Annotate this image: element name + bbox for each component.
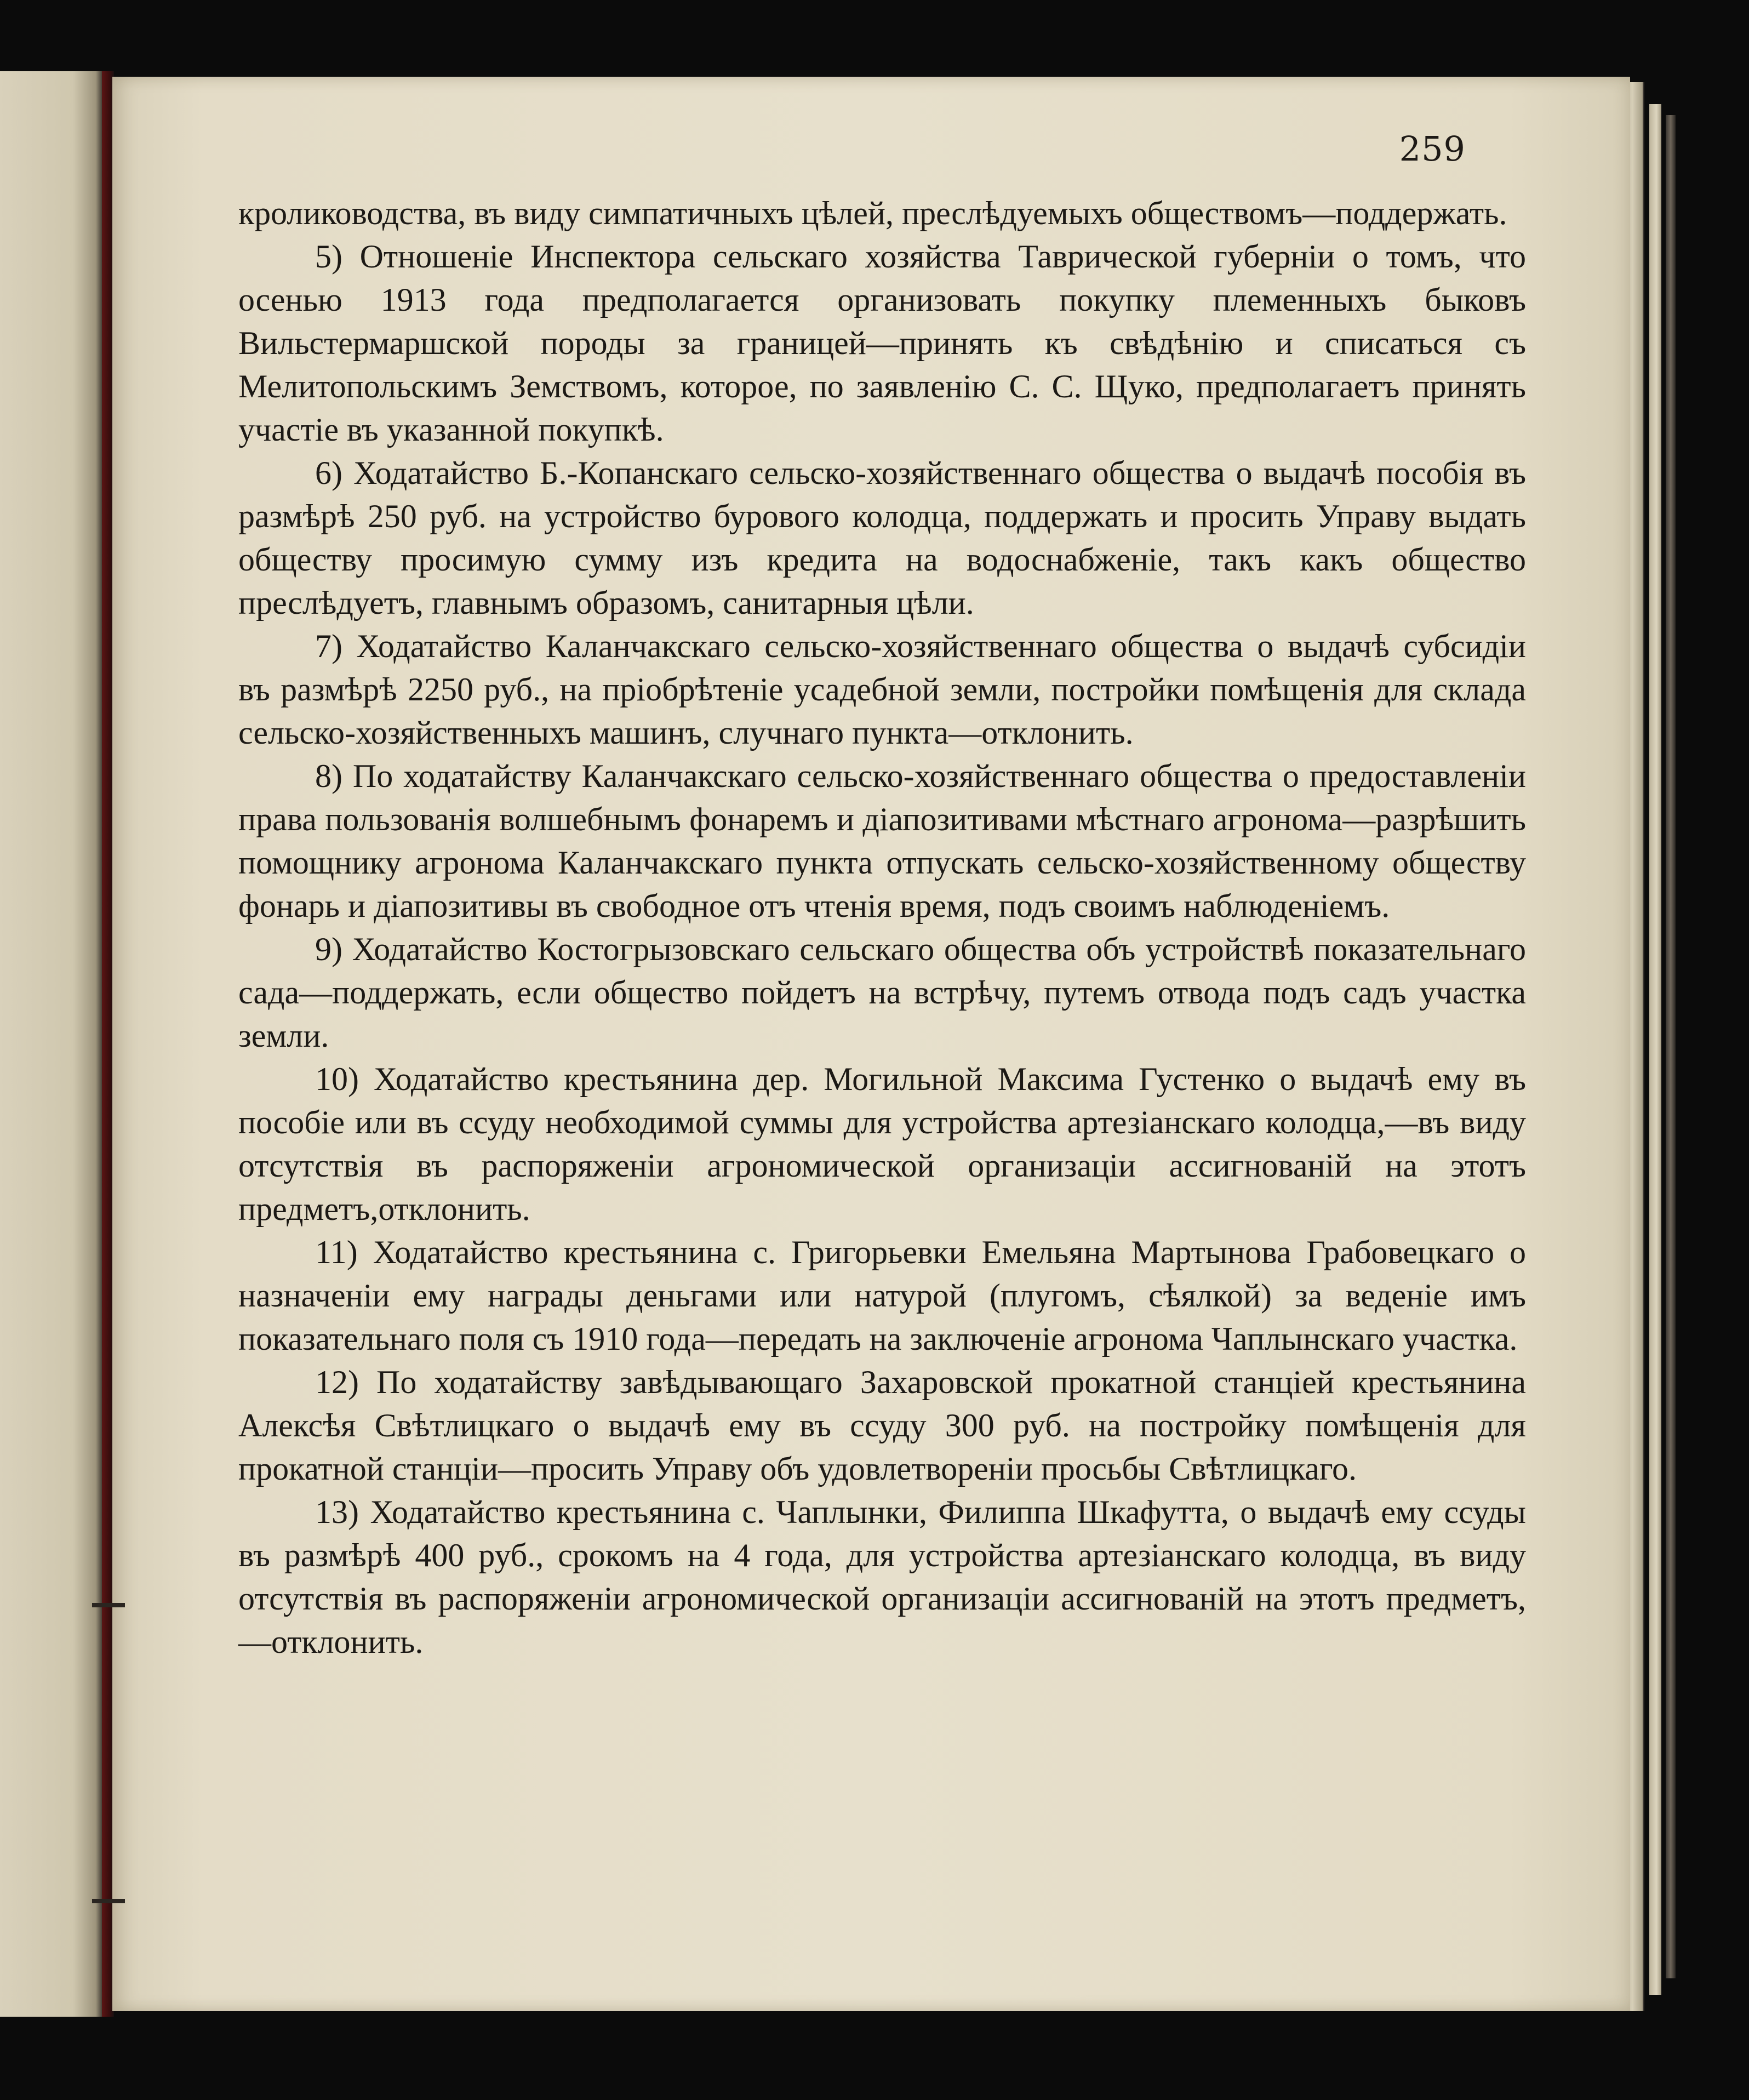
paragraph-continuation: кролиководства, въ виду симпатичныхъ цѣлей, преслѣдуемыхъ обществомъ—поддержать. (238, 195, 1507, 231)
paragraph-item-7: 7) Ходатайство Каланчакскаго сельско-хозяйственнаго общества о выдачѣ субсидіи въ размѣрѣ 2250 руб., на пріобрѣтеніе усадебной земли, постройки помѣщенія для склада сельско-хозяйственныхъ машинъ, случнаго пункта—отклонить. (238, 628, 1526, 751)
paragraph-item-6: 6) Ходатайство Б.-Копанскаго сельско-хозяйственнаго общества о выдачѣ пособія въ размѣрѣ 250 руб. на устройство бурового колодца, поддержать и просить Управу выдать обществу просимую сумму изъ кредита на водоснабженіе, такъ какъ общество преслѣдуетъ, главнымъ образомъ, санитарныя цѣли. (238, 455, 1526, 621)
page-text (238, 192, 1526, 1664)
paragraph-item-8: 8) По ходатайству Каланчакскаго сельско-хозяйственнаго общества о предоставленіи права пользованія волшебнымъ фонаремъ и діапозитивами мѣстнаго агронома—разрѣшить помощнику агронома Каланчакскаго пункта отпускать сельско-хозяйственному обществу фонарь и діапозитивы въ свободное отъ чтенія время, подъ своимъ наблюденіемъ. (238, 758, 1526, 924)
left-page-edge (0, 71, 104, 2017)
page-stack-edge (1649, 104, 1661, 1995)
paragraph-item-12: 12) По ходатайству завѣдывающаго Захаровской прокатной станціей крестьянина Алексѣя Свѣтлицкаго о выдачѣ ему въ ссуду 300 руб. на постройку помѣщенія для прокатной станціи—просить Управу объ удовлетвореніи просьбы Свѣтлицкаго. (238, 1364, 1526, 1487)
book-page (112, 77, 1630, 2011)
paragraph-item-9: 9) Ходатайство Костогрызовскаго сельскаго общества объ устройствѣ показательнаго сада—поддержать, если общество пойдетъ на встрѣчу, путемъ отвода подъ садъ участка земли. (238, 931, 1526, 1054)
paragraph-item-10: 10) Ходатайство крестьянина дер. Могильной Максима Густенко о выдачѣ ему въ пособіе или въ ссуду необходимой суммы для устройства артезіанскаго колодца,—въ виду отсутствія въ распоряженіи агрономической организаціи ассигнованій на этотъ предметъ,отклонить. (238, 1061, 1526, 1227)
binding-mark (92, 1603, 125, 1607)
binding-mark (92, 1899, 125, 1903)
paragraph-item-11: 11) Ходатайство крестьянина с. Григорьевки Емельяна Мартынова Грабовецкаго о назначеніи ему награды деньгами или натурой (плугомъ, сѣялкой) за веденіе имъ показательнаго поля съ 1910 года—передать на заключеніе агронома Чаплынскаго участка. (238, 1234, 1526, 1357)
cover-edge (1666, 115, 1676, 1978)
paragraph-item-13: 13) Ходатайство крестьянина с. Чаплынки, Филиппа Шкафутта, о выдачѣ ему ссуды въ размѣрѣ 400 руб., срокомъ на 4 года, для устройства артезіанскаго колодца, въ виду отсутствія въ распоряженіи агрономической организаціи ассигнованій на этотъ предметъ,—отклонить. (238, 1494, 1526, 1660)
paragraph-item-5: 5) Отношеніе Инспектора сельскаго хозяйства Таврической губерніи о томъ, что осенью 1913 года предполагается организовать покупку племенныхъ быковъ Вильстермаршской породы за границей—принять къ свѣдѣнію и списаться съ Мелитопольскимъ Земствомъ, которое, по заявленію С. С. Щуко, предполагаетъ принять участіе въ указанной покупкѣ. (238, 238, 1526, 448)
page-number: 259 (1399, 129, 1466, 169)
